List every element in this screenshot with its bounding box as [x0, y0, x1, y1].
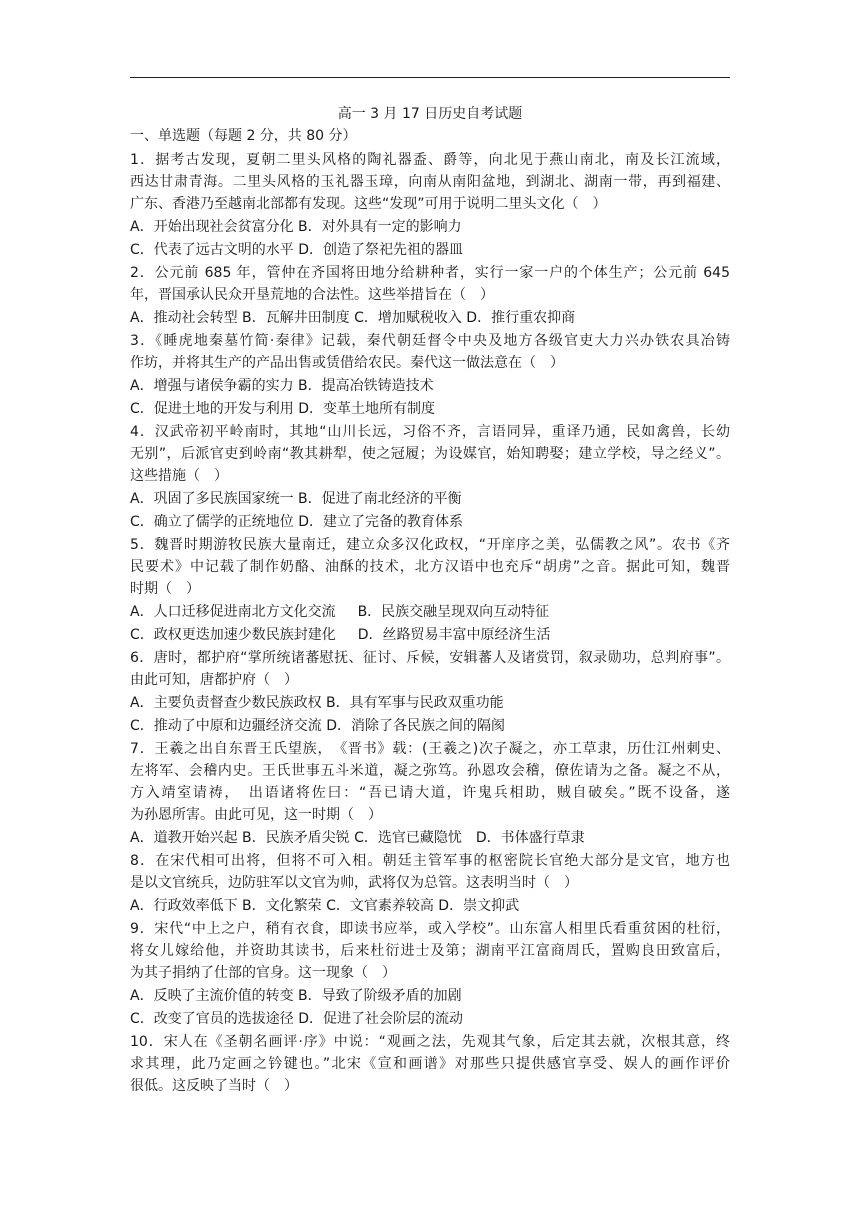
q3-options-cd: C．促进土地的开发与利用 D．变革土地所有制度: [130, 401, 436, 417]
q1-line-2: 西达甘肃青海。二里头风格的玉礼器玉璋，向南从南阳盆地，到湖北、湖南一带，再到福建、: [130, 174, 730, 190]
q5-line-3: 时期（ ）: [130, 581, 200, 597]
q5-options-ab: [130, 601, 730, 623]
q2-line-1: 2．公元前 685 年，管仲在齐国将田地分给耕种者，实行一家一户的个体生产；公元前 645: [130, 265, 730, 281]
q4-line-2: 无别”，后派官吏到岭南“教其耕犁，使之冠履；为设媒官，始知聘娶；建立学校，导之经义”。: [130, 446, 730, 462]
q7-options: A．道教开始兴起 B．民族矛盾尖锐 C．选官已藏隐忧 D．书体盛行草隶: [130, 830, 585, 846]
q7-line-3: 方入靖室请祷， 出语诸将佐曰：“吾已请大道，许鬼兵相助，贼自破矣。”既不设备，遂: [130, 785, 730, 801]
q5-option-c: C．政权更迭加速少数民族封建化: [130, 627, 336, 643]
q8-options: A．行政效率低下 B．文化繁荣 C．文官素养较高 D．崇文抑武: [130, 898, 520, 914]
q2-line-2: 年，晋国承认民众开垦荒地的合法性。这些举措旨在（ ）: [130, 287, 494, 303]
q5-option-d: D．丝路贸易丰富中原经济生活: [357, 627, 551, 643]
q8-line-2: 是以文官统兵，边防驻军以文官为帅，武将仅为总管。这表明当时（ ）: [130, 875, 578, 891]
q3-line-2: 作坊，并将其生产的产品出售或赁借给农民。秦代这一做法意在（ ）: [130, 355, 564, 371]
q9-options-cd: C．改变了官员的选拔途径 D．促进了社会阶层的流动: [130, 1011, 464, 1027]
exam-title: 高一 3 月 17 日历史自考试题: [337, 106, 523, 122]
q4-line-1: 4．汉武帝初平岭南时，其地“山川长远，习俗不齐，言语同异，重译乃通，民如禽兽，长幼: [130, 424, 730, 440]
q10-line-2: 求其理，此乃定画之钤键也。”北宋《宣和画谱》对那些只提供感官享受、娱人的画作评价: [130, 1056, 730, 1072]
q7-line-2: 左将军、会稽内史。王氏世事五斗米道，凝之弥笃。孙恩攻会稽，僚佐请为之备。凝之不从，: [130, 763, 730, 779]
q10-line-3: 很低。这反映了当时（ ）: [130, 1078, 298, 1094]
q9-line-3: 为其子捐纳了仕部的官身。这一现象（ ）: [130, 965, 396, 981]
q4-options-cd: C．确立了儒学的正统地位 D．建立了完备的教育体系: [130, 514, 464, 530]
q8-line-1: 8．在宋代相可出将，但将不可入相。朝廷主管军事的枢密院长官绝大部分是文官，地方也: [130, 853, 730, 869]
q3-line-1: 3．《睡虎地秦墓竹简·秦律》记载，秦代朝廷督令中央及地方各级官吏大力兴办铁农具冶铸: [130, 333, 730, 349]
q2-options: A．推动社会转型 B．瓦解井田制度 C．增加赋税收入 D．推行重农抑商: [130, 310, 576, 326]
q3-options-ab: A．增强与诸侯争霸的实力 B．提高冶铁铸造技术: [130, 378, 434, 394]
q1-options-cd: C．代表了远古文明的水平 D．创造了祭祀先祖的器皿: [130, 242, 464, 258]
q6-line-2: 由此可知，唐都护府（ ）: [130, 672, 298, 688]
q1-options-ab: A．开始出现社会贫富分化 B．对外具有一定的影响力: [130, 219, 462, 235]
q5-option-a: A．人口迁移促进南北方文化交流: [130, 604, 336, 620]
q10-line-1: 10．宋人在《圣朝名画评·序》中说：“观画之法，先观其气象，后定其去就，次根其意，终: [130, 1034, 730, 1050]
q9-line-1: 9．宋代“中上之户，稍有衣食，即读书应举，或入学校”。山东富人相里氏看重贫困的杜衍，: [130, 921, 730, 937]
q5-line-1: 5．魏晋时期游牧民族大量南迁，建立众多汉化政权，“开庠序之美，弘儒教之风”。农书《齐: [130, 537, 730, 553]
q5-line-2: 民要术》中记载了制作奶酪、油酥的技术，北方汉语中也充斥“胡虏”之音。据此可知，魏晋: [130, 559, 730, 575]
q7-line-4: 为孙恩所害。由此可见，这一时期（ ）: [130, 807, 382, 823]
q7-line-1: 7．王羲之出自东晋王氏望族， 《晋书》载：(王羲之)次子凝之，亦工草隶，历仕江州刺史、: [130, 741, 730, 757]
q9-line-2: 将女儿嫁给他，并资助其读书，后来杜衍进士及第；湖南平江富商周氏，置购良田致富后，: [130, 943, 730, 959]
q6-options-ab: A．主要负责督查少数民族政权 B．具有军事与民政双重功能: [130, 695, 504, 711]
q5-option-b: B．民族交融呈现双向互动特征: [357, 604, 550, 620]
q1-line-3: 广东、香港乃至越南北部都有发现。这些“发现”可用于说明二里头文化（ ）: [130, 196, 607, 212]
q4-line-3: 这些措施（ ）: [130, 468, 228, 484]
header-rule: [130, 77, 730, 78]
q6-options-cd: C．推动了中原和边疆经济交流 D．消除了各民族之间的隔阂: [130, 718, 506, 734]
q1-line-1: 1．据考古发现，夏朝二里头风格的陶礼器盉、爵等，向北见于燕山南北，南及长江流域，: [130, 152, 730, 168]
section-heading: 一、单选题（每题 2 分，共 80 分）: [130, 128, 357, 144]
q5-options-cd: [130, 624, 730, 646]
q6-line-1: 6．唐时，都护府“掌所统诸蕃慰抚、征讨、斥候，安辑蕃人及诸赏罚，叙录勋功，总判府事”。: [130, 650, 730, 666]
q4-options-ab: A．巩固了多民族国家统一 B．促进了南北经济的平衡: [130, 491, 462, 507]
q9-options-ab: A．反映了主流价值的转变 B．导致了阶级矛盾的加剧: [130, 988, 462, 1004]
